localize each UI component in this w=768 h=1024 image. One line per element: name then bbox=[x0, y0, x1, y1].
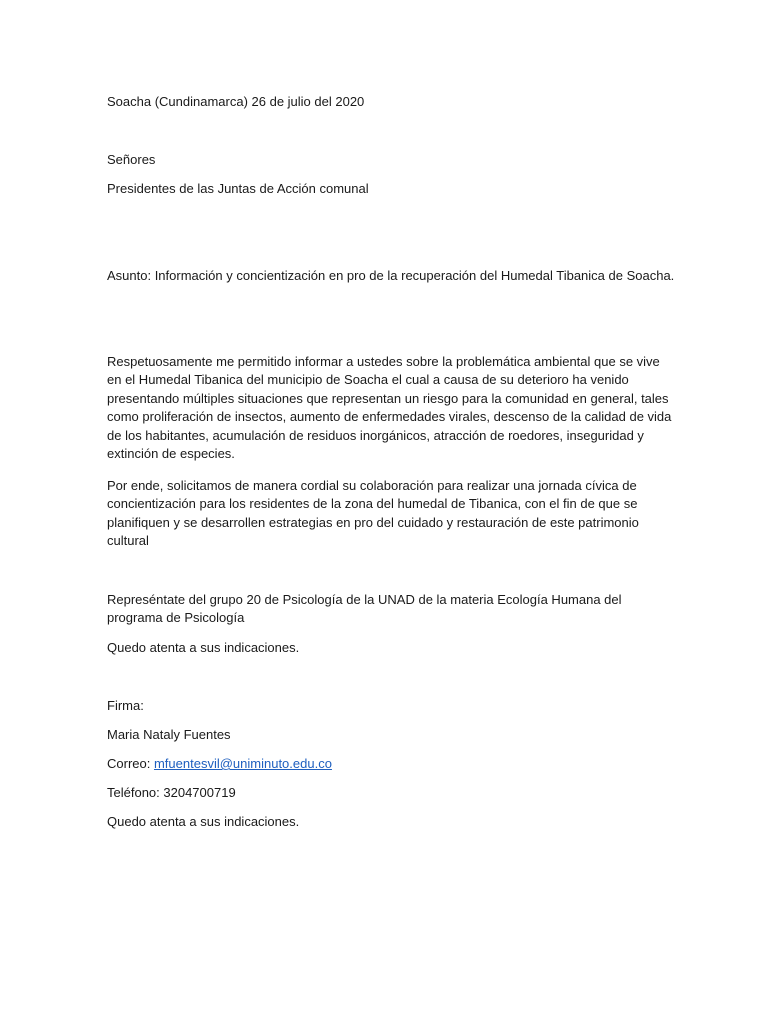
paragraph-line: presentando múltiples situaciones que representan un riesgo para la comunidad en general, tales bbox=[107, 390, 669, 406]
paragraph-line: de los habitantes, acumulación de residuos inorgánicos, atracción de roedores, inseguridad y bbox=[107, 427, 644, 443]
email-line bbox=[107, 755, 332, 773]
paragraph-line: Represéntate del grupo 20 de Psicología de la UNAD de la materia Ecología Humana del bbox=[107, 592, 622, 607]
paragraph-line: como proliferación de insectos, aumento de enfermedades virales, descenso de la calidad de vida bbox=[107, 409, 672, 425]
email-link[interactable]: mfuentesvil@uniminuto.edu.co bbox=[153, 756, 332, 771]
recipient: Presidentes de las Juntas de Acción comunal bbox=[107, 181, 369, 196]
paragraph-line: planifiquen y se desarrollen estrategias en pro del cuidado y restauración de este patrimonio bbox=[107, 514, 639, 530]
paragraph-line: en el Humedal Tibanica del municipio de Soacha el cual a causa de su deterioro ha venido bbox=[107, 372, 629, 388]
body-paragraph-1 bbox=[107, 353, 672, 463]
paragraph-line: extinción de especies. bbox=[107, 446, 235, 462]
signer-name: Maria Nataly Fuentes bbox=[107, 727, 231, 742]
paragraph-line: concientización para los residentes de la zona del humedal de Tibanica, con el fin de que se bbox=[107, 496, 638, 512]
closing-line: Quedo atenta a sus indicaciones. bbox=[107, 640, 300, 655]
paragraph-line: Respetuosamente me permitido informar a ustedes sobre la problemática ambiental que se vive bbox=[107, 354, 660, 369]
closing-line-2: Quedo atenta a sus indicaciones. bbox=[107, 814, 300, 829]
representative-paragraph bbox=[107, 591, 667, 628]
place-date: Soacha (Cundinamarca) 26 de julio del 2020 bbox=[107, 94, 365, 109]
paragraph-line: Por ende, solicitamos de manera cordial su colaboración para realizar una jornada cívica de bbox=[107, 478, 637, 493]
email-label: Correo: bbox=[107, 756, 154, 771]
phone-line: Teléfono: 3204700719 bbox=[107, 785, 236, 800]
body-paragraph-2 bbox=[107, 477, 667, 551]
signature-label: Firma: bbox=[107, 698, 144, 713]
paragraph-line: programa de Psicología bbox=[107, 610, 245, 626]
salutation: Señores bbox=[107, 152, 156, 167]
subject-line: Asunto: Información y concientización en pro de la recuperación del Humedal Tibanica de Soacha. bbox=[107, 268, 675, 283]
paragraph-line: cultural bbox=[107, 533, 149, 549]
